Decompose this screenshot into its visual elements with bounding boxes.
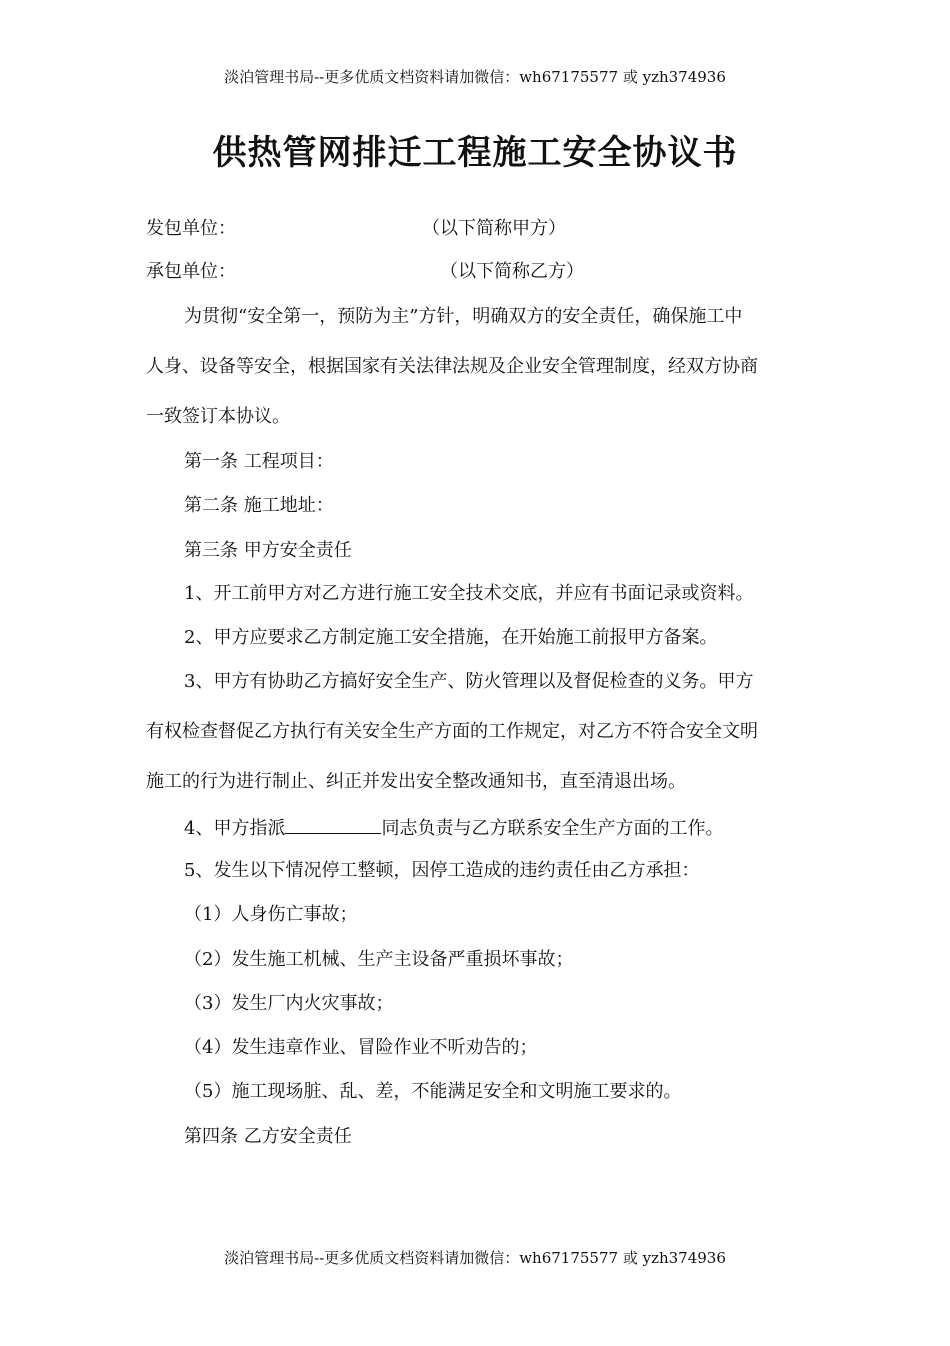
preamble-line-1: 为贯彻“安全第一，预防为主”方针，明确双方的安全责任，确保施工中 [184, 306, 743, 327]
party-b-note: （以下简称乙方） [440, 261, 584, 282]
article-3-item-2: 2、甲方应要求乙方制定施工安全措施，在开始施工前报甲方备案。 [184, 627, 718, 648]
stop-case-5: （5）施工现场脏、乱、差，不能满足安全和文明施工要求的。 [184, 1081, 682, 1102]
stop-case-2: （2）发生施工机械、生产主设备严重损坏事故； [184, 949, 574, 970]
stop-case-3: （3）发生厂内火灾事故； [184, 993, 394, 1014]
document-title: 供热管网排迁工程施工安全协议书 [212, 133, 738, 173]
item-4-prefix: 4、甲方指派 [184, 818, 286, 839]
assignee-blank [285, 815, 381, 834]
item-4-suffix: 同志负责与乙方联系安全生产方面的工作。 [381, 818, 724, 839]
party-a-label: 发包单位： [146, 218, 236, 239]
article-3: 第三条 甲方安全责任 [184, 540, 352, 561]
party-a-note: （以下简称甲方） [422, 218, 566, 239]
preamble-line-2: 人身、设备等安全，根据国家有关法律法规及企业安全管理制度，经双方协商 [146, 356, 758, 377]
preamble-line-3: 一致签订本协议。 [146, 406, 290, 427]
article-1: 第一条 工程项目： [184, 451, 334, 472]
party-b-line [146, 260, 806, 284]
article-3-item-5: 5、发生以下情况停工整顿，因停工造成的违约责任由乙方承担： [184, 860, 700, 881]
stop-case-4: （4）发生违章作业、冒险作业不听劝告的； [184, 1037, 538, 1058]
article-3-item-4 [184, 815, 844, 841]
footer-note: 淡泊管理书局--更多优质文档资料请加微信：wh67175577 或 yzh374936 [224, 1249, 726, 1267]
party-b-label: 承包单位： [146, 261, 236, 282]
article-3-item-3-line-3: 施工的行为进行制止、纠正并发出安全整改通知书，直至清退出场。 [146, 771, 686, 792]
party-a-line [146, 217, 806, 241]
article-4: 第四条 乙方安全责任 [184, 1126, 352, 1147]
stop-case-1: （1）人身伤亡事故； [184, 904, 358, 925]
header-note: 淡泊管理书局--更多优质文档资料请加微信：wh67175577 或 yzh374936 [224, 68, 726, 86]
article-3-item-1: 1、开工前甲方对乙方进行施工安全技术交底，并应有书面记录或资料。 [184, 583, 754, 604]
article-3-item-3-line-1: 3、甲方有协助乙方搞好安全生产、防火管理以及督促检查的义务。甲方 [184, 671, 754, 692]
article-3-item-3-line-2: 有权检查督促乙方执行有关安全生产方面的工作规定，对乙方不符合安全文明 [146, 721, 758, 742]
article-2: 第二条 施工地址： [184, 495, 334, 516]
